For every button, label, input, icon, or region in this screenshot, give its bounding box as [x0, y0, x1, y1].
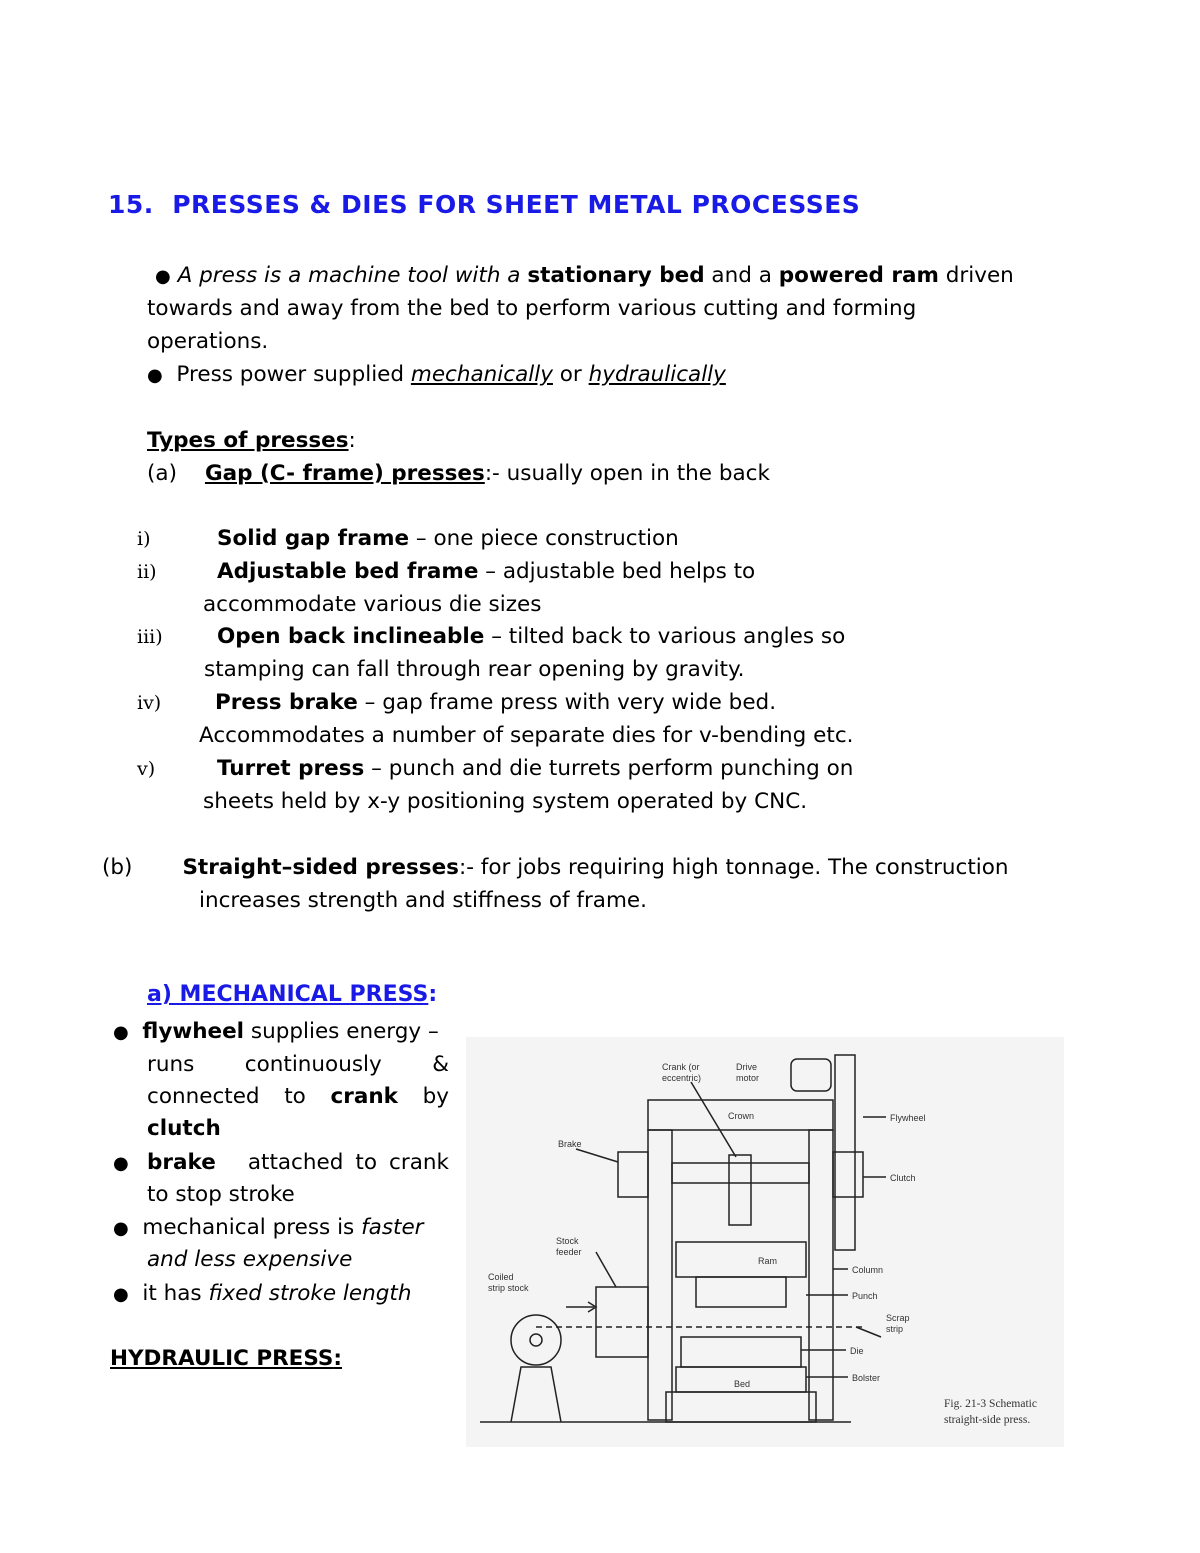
text: or [552, 362, 589, 387]
press-schematic-figure [466, 1037, 1064, 1447]
list-item [137, 752, 853, 786]
text: Press power supplied [176, 362, 411, 387]
text-bold: Types of presses [147, 428, 349, 453]
press-schematic-diagram [466, 1037, 1064, 1447]
text-bold: flywheel [142, 1019, 245, 1044]
mech-bullet-1-line4: clutch [147, 1116, 221, 1141]
mech-bullet-2-line1 [147, 1146, 449, 1179]
text: – punch and die turrets perform punching on [364, 756, 854, 781]
label-crank: Crank (or [662, 1062, 700, 1072]
bullet-icon: ● [113, 1284, 129, 1305]
crankshaft-shape [672, 1163, 809, 1183]
leader-line [856, 1327, 881, 1337]
coil-shape [511, 1315, 561, 1365]
text: it has [142, 1281, 209, 1306]
label-coiled: Coiled [488, 1272, 514, 1282]
text-bold: HYDRAULIC PRESS [110, 1346, 334, 1371]
text-bold: brake [147, 1150, 216, 1175]
types-heading [147, 424, 356, 457]
bed-shape [666, 1392, 816, 1422]
leader-line [576, 1149, 618, 1162]
text-bold: powered ram [778, 263, 939, 288]
item-number: iv) [137, 692, 162, 714]
label-column: Column [852, 1265, 884, 1275]
label-bolster: Bolster [852, 1373, 881, 1383]
mech-bullet-4 [113, 1277, 411, 1311]
label-feeder: feeder [556, 1247, 582, 1257]
text-bold: stationary bed [527, 263, 705, 288]
text-bold: Turret press [217, 756, 365, 781]
die-shape [681, 1337, 801, 1367]
text: :- for jobs requiring high tonnage. The construction [458, 855, 1009, 880]
clutch-shape [833, 1152, 863, 1197]
text-underlined: hydraulically [588, 362, 726, 387]
intro-bullet-2 [147, 358, 726, 392]
figure-caption-line2: straight-side press. [944, 1414, 1031, 1426]
list-item-line2: stamping can fall through rear opening by gravity. [204, 657, 745, 682]
text-bold: Press brake [215, 690, 358, 715]
text: crank [389, 1150, 449, 1175]
section-title: PRESSES & DIES FOR SHEET METAL PROCESSES [172, 190, 861, 219]
label-scrap-strip: strip [886, 1324, 904, 1334]
label-drive: Drive [736, 1062, 758, 1072]
bullet-icon: ● [113, 1153, 129, 1174]
mech-bullet-3 [113, 1211, 424, 1245]
hydraulic-press-heading [110, 1342, 342, 1375]
text: and a [704, 263, 779, 288]
text-italic: fixed stroke length [208, 1281, 412, 1306]
mech-bullet-2-line2: to stop stroke [147, 1182, 295, 1207]
text: connected [147, 1084, 260, 1109]
list-item-line2: Accommodates a number of separate dies for v-bending etc. [199, 723, 854, 748]
text: continuously [244, 1052, 382, 1077]
page-title [108, 190, 860, 219]
text: to [284, 1084, 306, 1109]
intro-bullet-1-line2: towards and away from the bed to perform various cutting and forming [147, 296, 917, 321]
punch-holder-shape [696, 1277, 786, 1307]
text-italic: faster [361, 1215, 424, 1240]
mech-bullet-3-line2: and less expensive [147, 1247, 353, 1272]
text: runs [147, 1052, 195, 1077]
label-scrap: Scrap [886, 1313, 910, 1323]
list-item [137, 620, 845, 654]
mech-bullet-1 [113, 1015, 439, 1049]
item-number: iii) [137, 626, 163, 648]
text-bold: Gap (C- frame) presses [204, 461, 485, 486]
text: – adjustable bed helps to [478, 559, 756, 584]
coil-stand-shape [511, 1367, 561, 1422]
ram-shape [676, 1242, 806, 1277]
mech-bullet-1-line2 [147, 1048, 449, 1081]
label-bed: Bed [734, 1379, 751, 1389]
type-b-line2: increases strength and stiffness of frame. [199, 888, 647, 913]
text: mechanical press is [142, 1215, 362, 1240]
text: :- usually open in the back [484, 461, 770, 486]
text-bold: Adjustable bed frame [217, 559, 479, 584]
label-strip-stock: strip stock [488, 1283, 529, 1293]
mech-bullet-2 [113, 1146, 129, 1180]
figure-caption-line1: Fig. 21-3 Schematic [944, 1398, 1037, 1410]
leader-line [596, 1252, 616, 1287]
text: & [432, 1052, 449, 1077]
mechanical-press-heading [147, 982, 437, 1007]
coil-hub-shape [530, 1334, 542, 1346]
label-clutch: Clutch [890, 1173, 916, 1183]
label-die: Die [850, 1346, 864, 1356]
list-item-line2: sheets held by x-y positioning system operated by CNC. [203, 789, 808, 814]
text: : [428, 982, 438, 1007]
drive-motor-shape [791, 1059, 831, 1091]
stock-feeder-shape [596, 1287, 648, 1357]
text: A press is a machine tool with a [177, 263, 528, 288]
label-ram: Ram [758, 1256, 778, 1266]
text: attached [247, 1150, 344, 1175]
connecting-rod-shape [729, 1155, 751, 1225]
text: driven [938, 263, 1014, 288]
text-bold: Solid gap frame [217, 526, 410, 551]
bullet-icon: ● [155, 266, 171, 287]
intro-bullet-1 [155, 259, 1014, 293]
list-item [137, 555, 755, 589]
type-a-line [147, 457, 770, 490]
bullet-icon: ● [147, 365, 163, 386]
list-item [137, 686, 776, 720]
text-bold: Straight–sided presses [182, 855, 459, 880]
text: by [422, 1084, 449, 1109]
label-flywheel: Flywheel [890, 1113, 926, 1123]
label-stock: Stock [556, 1236, 579, 1246]
brake-drum-shape [618, 1152, 648, 1197]
list-item-line2: accommodate various die sizes [203, 592, 542, 617]
label-crank-2: eccentric) [662, 1073, 702, 1083]
item-number: i) [137, 528, 151, 550]
type-b-label: (b) [102, 855, 133, 880]
bullet-icon: ● [113, 1218, 129, 1239]
label-punch: Punch [852, 1291, 878, 1301]
label-crown: Crown [728, 1111, 755, 1121]
bullet-icon: ● [113, 1022, 129, 1043]
list-item [137, 522, 679, 556]
text: – one piece construction [409, 526, 679, 551]
intro-bullet-1-line3: operations. [147, 329, 269, 354]
label-motor: motor [736, 1073, 760, 1083]
text: supplies energy – [244, 1019, 439, 1044]
text-bold: crank [330, 1084, 398, 1109]
text-bold: Open back inclineable [217, 624, 485, 649]
text: – gap frame press with very wide bed. [357, 690, 777, 715]
text: to [355, 1150, 378, 1175]
section-number: 15. [108, 190, 154, 219]
text-heading: a) MECHANICAL PRESS [147, 982, 429, 1007]
text: : [348, 428, 356, 453]
text: : [333, 1346, 342, 1371]
item-number: v) [137, 758, 156, 780]
text-underlined: mechanically [410, 362, 553, 387]
label-brake: Brake [558, 1139, 582, 1149]
item-number: ii) [137, 561, 157, 583]
type-b-line [102, 851, 1009, 884]
mech-bullet-1-line3 [147, 1080, 449, 1113]
text: – tilted back to various angles so [484, 624, 846, 649]
left-column-shape [648, 1130, 672, 1420]
type-a-label: (a) [147, 461, 177, 486]
